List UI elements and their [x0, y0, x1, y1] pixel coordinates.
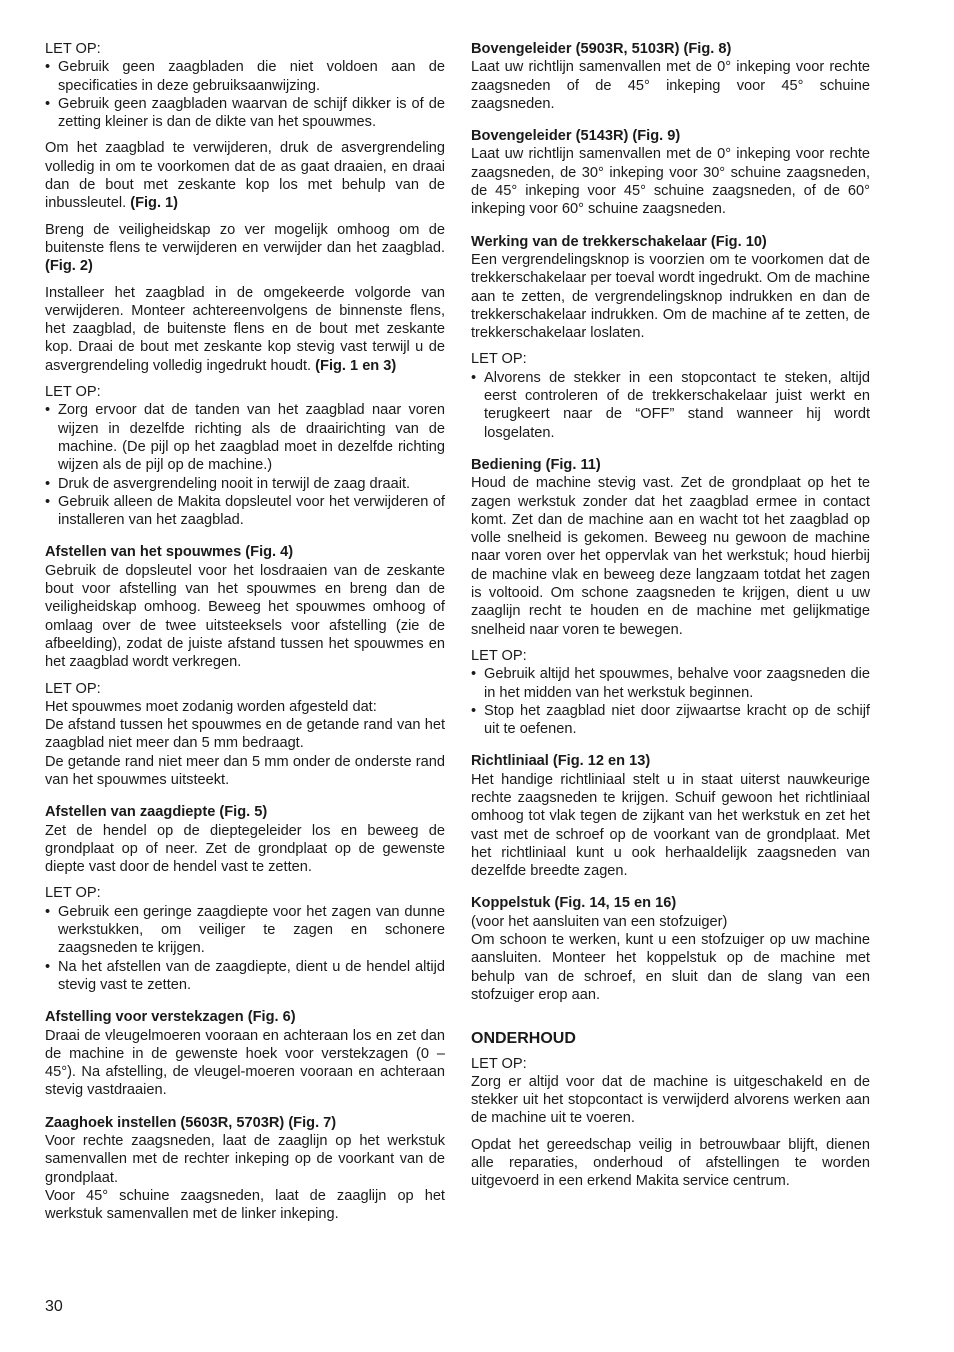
list-item: • Alvorens de stekker in een stopcontact te steken, altijd eerst controleren of de trekkerschakelaar juist werkt en terugkeert naar de “OFF” stand wanneer hij wordt losgelaten. [471, 369, 870, 442]
list-item: • Druk de asvergrendeling nooit in terwijl de zaag draait. [45, 475, 445, 493]
note-label: LET OP: [45, 680, 101, 697]
list-item: • Stop het zaagblad niet door zijwaartse kracht op de schijf uit te oefenen. [471, 702, 870, 739]
bullet-list [45, 903, 445, 994]
paragraph: Een vergrendelingsknop is voorzien om te voorkomen dat de trekkerschakelaar per toeval wordt ingedrukt. Om de machine aan te zetten, de vergrendelingsknop indrukken en dan de trekkerschakelaar indrukken. Om de machine af te zetten, de trekkerschakelaar loslaten. [471, 251, 870, 342]
paragraph: Zorg er altijd voor dat de machine is uitgeschakeld en de stekker uit het stopcontact is verwijderd alvorens werken aan de machine uit te voeren. [471, 1073, 870, 1127]
list-item: • Gebruik geen zaagbladen waarvan de schijf dikker is of de zetting kleiner is dan de dikte van het spouwmes. [45, 95, 445, 132]
list-item: • Gebruik altijd het spouwmes, behalve voor zaagsneden die in het midden van het werkstuk beginnen. [471, 665, 870, 702]
paragraph: De getande rand niet meer dan 5 mm onder de onderste rand van het spouwmes uitsteekt. [45, 753, 445, 788]
paragraph: Laat uw richtlijn samenvallen met de 0° inkeping voor rechte zaagsneden, de 30° inkeping voor 30° schuine zaagsneden, de 45° inkeping voor 45° schuine zaagsneden, of de 60° inkeping voor 60° schuine zaagsneden. [471, 146, 870, 218]
section-heading: Zaaghoek instellen (5603R, 5703R) (Fig. 7) [45, 1114, 337, 1131]
section-heading: Richtliniaal (Fig. 12 en 13) [471, 753, 651, 770]
note-label: LET OP: [45, 384, 101, 401]
bullet-list [471, 665, 870, 738]
note-label: LET OP: [45, 41, 101, 57]
paragraph: Laat uw richtlijn samenvallen met de 0° inkeping voor rechte zaagsneden of de 45° inkeping voor 45° schuine zaagsneden. [471, 59, 870, 112]
figure-reference: (Fig. 1) [130, 195, 179, 212]
paragraph: (voor het aansluiten van een stofzuiger) [471, 913, 728, 930]
note-label: LET OP: [45, 885, 101, 902]
paragraph: Voor rechte zaagsneden, laat de zaaglijn op het werkstuk samenvallen met de rechter inkeping op de voorkant van de grondplaat. [45, 1133, 445, 1186]
list-item: • Zorg ervoor dat de tanden van het zaagblad naar voren wijzen in dezelfde richting als de draairichting van de machine. (De pijl op het zaagblad moet in dezelfde richting wijzen als de pijl op de machine.) [45, 401, 445, 474]
page-number: 30 [45, 1298, 63, 1315]
figure-reference: (Fig. 2) [45, 258, 93, 275]
bullet-list [45, 401, 445, 529]
list-item: • Na het afstellen van de zaagdiepte, dient u de hendel altijd stevig vast te zetten. [45, 958, 445, 995]
note-label: LET OP: [471, 647, 527, 664]
list-item: • Gebruik geen zaagbladen die niet voldoen aan de specificaties in deze gebruiksaanwijzing. [45, 58, 445, 95]
paragraph: Zet de hendel op de dieptegeleider los en beweeg de grondplaat op of neer. Zet de grondplaat op de gewenste diepte vast door de hendel vast te zetten. [45, 822, 445, 876]
paragraph: Gebruik de dopsleutel voor het losdraaien van de zeskante bout voor afstelling van het spouwmes en breng dan de veiligheidskap omhoog. Beweeg het spouwmes omhoog of omlaag over de twee uitsteeksels voor afstelling (zie de afbeelding), zodat de juiste afstand tussen het spouwmes en het zaagblad wordt verkregen. [45, 562, 445, 671]
section-heading: Werking van de trekkerschakelaar (Fig. 10) [471, 233, 767, 250]
note-label: LET OP: [471, 351, 527, 368]
paragraph: Het spouwmes moet zodanig worden afgesteld dat: [45, 698, 377, 715]
section-heading: Bediening (Fig. 11) [471, 456, 601, 473]
paragraph: Het handige richtliniaal stelt u in staat uiterst nauwkeurige rechte zaagsneden te krijgen. Schuif gewoon het richtliniaal omhoog tot vlak tegen de zijkant van het werkstuk en zet het vast met de schroef op de voorkant van de grondplaat. Met het richtliniaal kunt u ook herhaaldelijk zaagsneden van dezelfde breedte zagen. [471, 771, 870, 880]
paragraph: Om het zaagblad te verwijderen, druk de asvergrendeling volledig in om te voorkomen dat de as gaat draaien, en draai dan de bout met zeskante kop los met behulp van de inbussleutel. (Fig. 1) [45, 140, 445, 212]
section-heading: Afstellen van zaagdiepte (Fig. 5) [45, 804, 268, 821]
section-heading: ONDERHOUD [471, 1030, 576, 1048]
section-heading: Bovengeleider (5903R, 5103R) (Fig. 8) [471, 41, 732, 57]
figure-reference: (Fig. 1 en 3) [315, 357, 397, 374]
left-column [45, 40, 445, 1232]
section-heading: Afstellen van het spouwmes (Fig. 4) [45, 544, 294, 561]
paragraph: Installeer het zaagblad in de omgekeerde volgorde van verwijderen. Monteer achtereenvolgens de binnenste flens, het zaagblad, de buitenste flens en de bout met zeskante kop. Draai de bout met zeskante kop stevig vast terwijl u de asvergrendeling volledig ingedrukt houdt. (Fig. 1 en 3) [45, 284, 445, 374]
section-heading: Afstelling voor verstekzagen (Fig. 6) [45, 1009, 296, 1026]
list-item: • Gebruik alleen de Makita dopsleutel voor het verwijderen of installeren van het zaagblad. [45, 493, 445, 530]
paragraph: Om schoon te werken, kunt u een stofzuiger op uw machine aansluiten. Monteer het koppelstuk op de machine met behulp van de schroef, en sluit dan de slang van een stofzuiger erop aan. [471, 932, 870, 1003]
paragraph: Houd de machine stevig vast. Zet de grondplaat op het te zagen werkstuk zonder dat het zaagblad ermee in contact komt. Zet dan de machine aan en wacht tot het zaagblad op volle snelheid is gekomen. Beweeg nu gewoon de machine naar voren over het oppervlak van het werkstuk; houd hierbij de machine vlak en beweeg deze langzaam totdat het zagen is voltooid. Om schone zaagsneden te krijgen, dient u uw zaaglijn recht te houden en de machine met gelijkmatige snelheid naar voren te bewegen. [471, 475, 870, 638]
list-item: • Gebruik een geringe zaagdiepte voor het zagen van dunne werkstukken, om veiliger te zagen en schonere zaagsneden te krijgen. [45, 903, 445, 958]
bullet-list [45, 58, 445, 131]
right-column [471, 40, 870, 1199]
paragraph: Breng de veiligheidskap zo ver mogelijk omhoog om de buitenste flens te verwijderen en verwijder dan het zaagblad. (Fig. 2) [45, 221, 445, 275]
note-label: LET OP: [471, 1055, 527, 1072]
section-heading: Bovengeleider (5143R) (Fig. 9) [471, 128, 681, 145]
paragraph: De afstand tussen het spouwmes en de getande rand van het zaagblad niet meer dan 5 mm bedraagt. [45, 717, 445, 752]
bullet-list [471, 369, 870, 442]
paragraph: Opdat het gereedschap veilig in betrouwbaar blijft, dienen alle reparaties, onderhoud of afstellingen te worden uitgevoerd in een erkend Makita service centrum. [471, 1136, 870, 1190]
paragraph: Draai de vleugelmoeren vooraan en achteraan los en zet dan de machine in de gewenste hoek voor verstekzagen (0 – 45°). Na afstelling, de vleugel-moeren vooraan en achteraan stevig vastdraaien. [45, 1027, 445, 1099]
paragraph: Voor 45° schuine zaagsneden, laat de zaaglijn op het werkstuk samenvallen met de linker inkeping. [45, 1187, 445, 1223]
section-heading: Koppelstuk (Fig. 14, 15 en 16) [471, 895, 677, 912]
